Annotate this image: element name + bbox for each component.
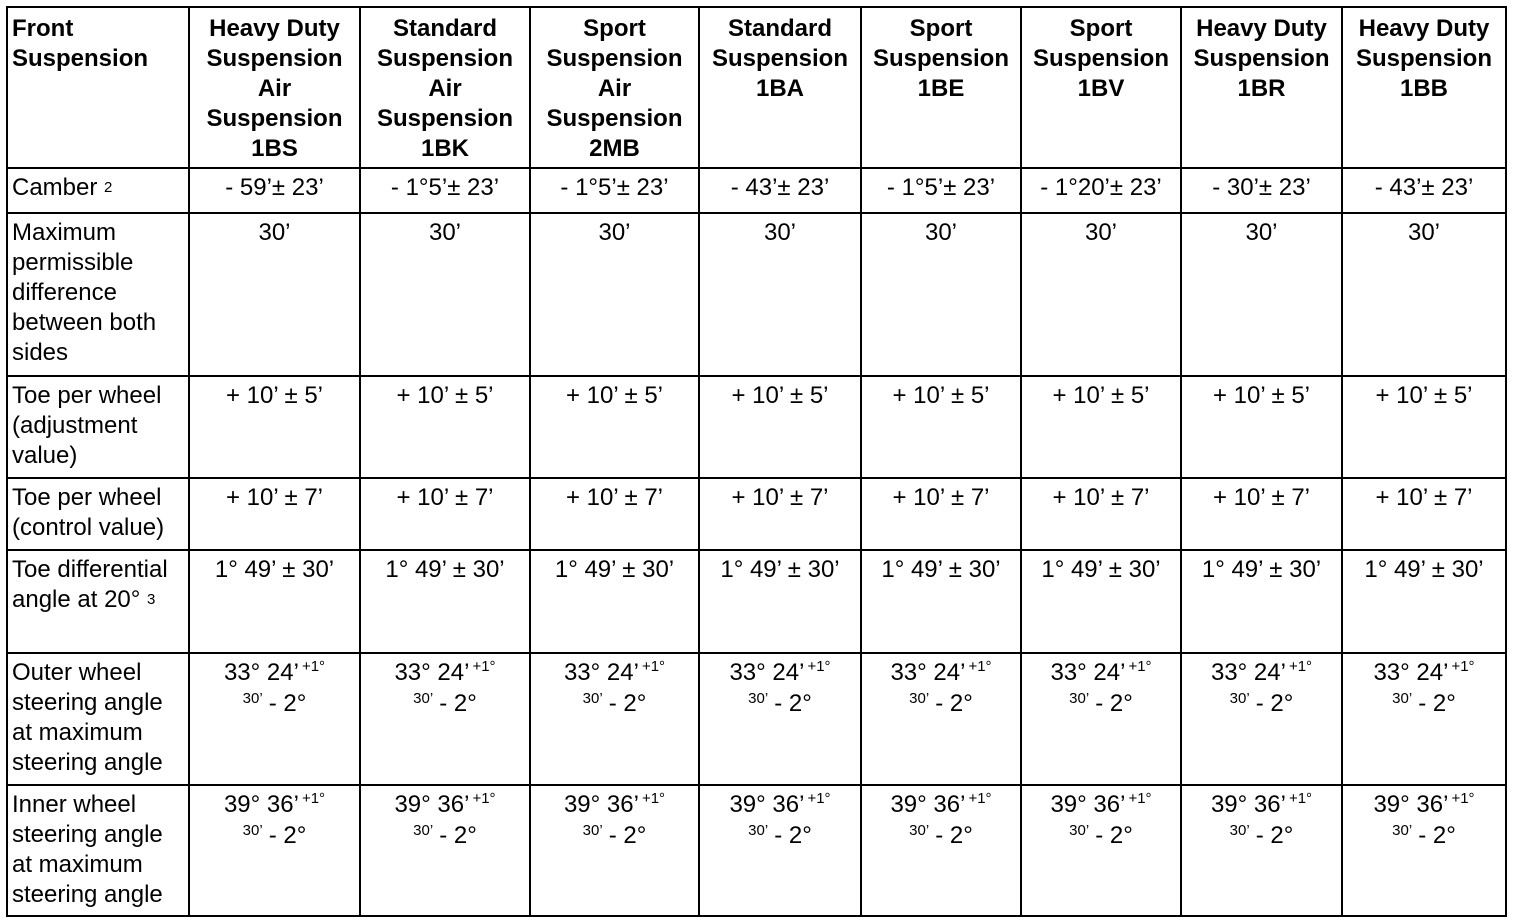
angle-minus-tolerance: - 2° bbox=[1418, 690, 1456, 717]
row-label-text: Toe per wheel bbox=[12, 382, 162, 409]
angle-minus-tolerance: - 2° bbox=[268, 690, 307, 717]
column-header-line: Suspension bbox=[376, 45, 514, 72]
header-row bbox=[7, 7, 1506, 168]
angle-plus-tolerance: +1° bbox=[1128, 658, 1152, 675]
angle-sub-minutes: 30’ bbox=[413, 690, 434, 707]
row-label-text: sides bbox=[12, 339, 69, 366]
value-cell: 1° 49’ ± 30’ bbox=[530, 550, 699, 653]
row-label-line bbox=[12, 338, 188, 368]
row-label-line bbox=[12, 381, 188, 411]
angle-plus-tolerance: +1° bbox=[641, 658, 666, 675]
column-header-line: Heavy Duty bbox=[209, 15, 340, 42]
angle-minus-tolerance: - 2° bbox=[774, 822, 812, 849]
row-label-line bbox=[12, 483, 188, 513]
row-label-line bbox=[12, 820, 188, 850]
row-label-text: at maximum bbox=[12, 851, 143, 878]
steering-angle-cell bbox=[530, 653, 699, 785]
row-label bbox=[7, 478, 189, 550]
angle-plus-tolerance: +1° bbox=[968, 790, 992, 807]
angle-plus-tolerance: +1° bbox=[1288, 658, 1313, 675]
value-cell: + 10’ ± 5’ bbox=[699, 376, 861, 478]
row-label-line bbox=[12, 441, 188, 471]
angle-sub-minutes: 30’ bbox=[748, 690, 769, 707]
angle-minus-tolerance: - 2° bbox=[439, 690, 477, 717]
column-header-line: Sport bbox=[1069, 15, 1133, 42]
row-label-line bbox=[12, 658, 188, 688]
column-header-line: Suspension bbox=[546, 105, 683, 132]
angle-plus-tolerance: +1° bbox=[968, 658, 992, 675]
column-header-line: Sport bbox=[583, 15, 646, 42]
value-cell: + 10’ ± 5’ bbox=[189, 376, 360, 478]
angle-plus-tolerance: +1° bbox=[1288, 790, 1313, 807]
value-cell: 1° 49’ ± 30’ bbox=[1181, 550, 1342, 653]
row-label-text: steering angle bbox=[12, 749, 163, 776]
row-label-text: steering angle bbox=[12, 881, 163, 908]
steering-angle-cell bbox=[360, 785, 530, 916]
column-header-line: Air bbox=[428, 75, 462, 102]
value-cell: 30’ bbox=[699, 213, 861, 376]
row-label-line bbox=[12, 555, 188, 585]
column-header bbox=[189, 7, 360, 168]
footnote-marker: 2 bbox=[104, 179, 113, 196]
angle-plus-tolerance: +1° bbox=[301, 790, 326, 807]
value-cell: 1° 49’ ± 30’ bbox=[1342, 550, 1506, 653]
corner-header-line: Suspension bbox=[12, 45, 149, 72]
value-cell: - 43’± 23’ bbox=[699, 168, 861, 213]
angle-main: 33° 24’ bbox=[729, 659, 805, 686]
angle-plus-tolerance: +1° bbox=[1451, 790, 1475, 807]
row-label-text: Inner wheel bbox=[12, 791, 137, 818]
column-header-line: Standard bbox=[392, 15, 497, 42]
value-cell: 1° 49’ ± 30’ bbox=[189, 550, 360, 653]
value-cell: 30’ bbox=[861, 213, 1021, 376]
value-cell: 30’ bbox=[1021, 213, 1181, 376]
column-header-line: 1BA bbox=[755, 75, 804, 102]
value-cell: + 10’ ± 7’ bbox=[1021, 478, 1181, 550]
row-label bbox=[7, 785, 189, 916]
steering-angle-cell bbox=[1342, 653, 1506, 785]
angle-sub-minutes: 30’ bbox=[1392, 690, 1413, 707]
corner-header-line: Front bbox=[12, 15, 74, 42]
angle-plus-tolerance: +1° bbox=[807, 658, 831, 675]
table-body bbox=[7, 168, 1506, 916]
value-cell: + 10’ ± 5’ bbox=[1181, 376, 1342, 478]
angle-plus-tolerance: +1° bbox=[472, 658, 496, 675]
angle-sub-minutes: 30’ bbox=[1392, 822, 1413, 839]
column-header-line: Suspension bbox=[206, 105, 343, 132]
angle-plus-tolerance: +1° bbox=[301, 658, 326, 675]
column-header-line: 1BV bbox=[1077, 75, 1125, 102]
steering-angle-cell bbox=[699, 653, 861, 785]
value-cell: + 10’ ± 7’ bbox=[1342, 478, 1506, 550]
table-row bbox=[7, 376, 1506, 478]
steering-angle-cell bbox=[189, 785, 360, 916]
column-header bbox=[699, 7, 861, 168]
angle-main: 39° 36’ bbox=[1373, 791, 1449, 818]
steering-angle-cell bbox=[360, 653, 530, 785]
row-label-line bbox=[12, 718, 188, 748]
row-label-line bbox=[12, 248, 188, 278]
value-cell: + 10’ ± 5’ bbox=[861, 376, 1021, 478]
row-label-line bbox=[12, 790, 188, 820]
row-label-text: Toe per wheel bbox=[12, 484, 162, 511]
angle-plus-tolerance: +1° bbox=[472, 790, 496, 807]
angle-main: 33° 24’ bbox=[223, 659, 299, 686]
steering-angle-cell bbox=[861, 785, 1021, 916]
value-cell: + 10’ ± 7’ bbox=[1181, 478, 1342, 550]
column-header-line: Suspension bbox=[376, 105, 514, 132]
column-header bbox=[360, 7, 530, 168]
column-header bbox=[1021, 7, 1181, 168]
angle-main: 39° 36’ bbox=[563, 791, 639, 818]
steering-angle-cell bbox=[1342, 785, 1506, 916]
row-label-line bbox=[12, 585, 188, 615]
row-label-text: value) bbox=[12, 442, 78, 469]
column-header-line: 1BE bbox=[917, 75, 965, 102]
angle-sub-minutes: 30’ bbox=[582, 690, 603, 707]
value-cell: - 43’± 23’ bbox=[1342, 168, 1506, 213]
row-label-line bbox=[12, 513, 188, 543]
column-header-line: Standard bbox=[727, 15, 832, 42]
value-cell: - 30’± 23’ bbox=[1181, 168, 1342, 213]
angle-main: 39° 36’ bbox=[394, 791, 470, 818]
table-row bbox=[7, 478, 1506, 550]
angle-minus-tolerance: - 2° bbox=[268, 822, 307, 849]
column-header-line: Suspension bbox=[1355, 45, 1493, 72]
angle-minus-tolerance: - 2° bbox=[935, 822, 973, 849]
row-label-line bbox=[12, 173, 188, 203]
row-label bbox=[7, 213, 189, 376]
table-row bbox=[7, 653, 1506, 785]
row-label-line bbox=[12, 880, 188, 910]
column-header-line: Suspension bbox=[546, 45, 683, 72]
row-label-text: angle at 20° bbox=[12, 586, 141, 613]
value-cell: - 1°5’± 23’ bbox=[360, 168, 530, 213]
angle-sub-minutes: 30’ bbox=[909, 690, 930, 707]
steering-angle-cell bbox=[699, 785, 861, 916]
column-header bbox=[861, 7, 1021, 168]
angle-minus-tolerance: - 2° bbox=[1095, 822, 1133, 849]
value-cell: 1° 49’ ± 30’ bbox=[699, 550, 861, 653]
angle-sub-minutes: 30’ bbox=[748, 822, 769, 839]
column-header-line: Suspension bbox=[1193, 45, 1330, 72]
angle-main: 33° 24’ bbox=[1210, 659, 1286, 686]
steering-angle-cell bbox=[1021, 653, 1181, 785]
value-cell: + 10’ ± 7’ bbox=[861, 478, 1021, 550]
column-header-line: Heavy Duty bbox=[1358, 15, 1490, 42]
value-cell: 1° 49’ ± 30’ bbox=[861, 550, 1021, 653]
row-label-text: difference bbox=[12, 279, 117, 306]
value-cell: - 1°5’± 23’ bbox=[530, 168, 699, 213]
row-label-text: steering angle bbox=[12, 821, 163, 848]
angle-minus-tolerance: - 2° bbox=[1255, 690, 1294, 717]
steering-angle-cell bbox=[530, 785, 699, 916]
value-cell: + 10’ ± 7’ bbox=[189, 478, 360, 550]
angle-minus-tolerance: - 2° bbox=[439, 822, 477, 849]
angle-minus-tolerance: - 2° bbox=[608, 690, 647, 717]
angle-plus-tolerance: +1° bbox=[641, 790, 666, 807]
column-header-line: 1BR bbox=[1237, 75, 1286, 102]
value-cell: + 10’ ± 5’ bbox=[1021, 376, 1181, 478]
column-header-line: Suspension bbox=[711, 45, 849, 72]
angle-minus-tolerance: - 2° bbox=[1095, 690, 1133, 717]
row-label-line bbox=[12, 411, 188, 441]
row-label-line bbox=[12, 748, 188, 778]
angle-main: 39° 36’ bbox=[890, 791, 966, 818]
table-row bbox=[7, 785, 1506, 916]
column-header bbox=[1342, 7, 1506, 168]
value-cell: 30’ bbox=[1342, 213, 1506, 376]
steering-angle-cell bbox=[189, 653, 360, 785]
angle-sub-minutes: 30’ bbox=[1229, 822, 1250, 839]
value-cell: 30’ bbox=[360, 213, 530, 376]
value-cell: 1° 49’ ± 30’ bbox=[1021, 550, 1181, 653]
footnote-marker: 3 bbox=[147, 591, 156, 608]
value-cell: 30’ bbox=[530, 213, 699, 376]
value-cell: 30’ bbox=[189, 213, 360, 376]
row-label-text: steering angle bbox=[12, 689, 163, 716]
angle-sub-minutes: 30’ bbox=[1229, 690, 1250, 707]
value-cell: 1° 49’ ± 30’ bbox=[360, 550, 530, 653]
angle-minus-tolerance: - 2° bbox=[935, 690, 973, 717]
column-header-line: Suspension bbox=[1032, 45, 1170, 72]
angle-sub-minutes: 30’ bbox=[242, 822, 263, 839]
angle-sub-minutes: 30’ bbox=[242, 690, 263, 707]
row-label-text: Toe differential bbox=[12, 556, 168, 583]
value-cell: + 10’ ± 5’ bbox=[1342, 376, 1506, 478]
angle-minus-tolerance: - 2° bbox=[774, 690, 812, 717]
row-label-line bbox=[12, 218, 188, 248]
column-header-line: Heavy Duty bbox=[1196, 15, 1327, 42]
row-label-text: (control value) bbox=[12, 514, 165, 541]
row-label-line bbox=[12, 278, 188, 308]
value-cell: + 10’ ± 7’ bbox=[699, 478, 861, 550]
angle-plus-tolerance: +1° bbox=[1128, 790, 1152, 807]
column-header-line: 1BS bbox=[251, 135, 298, 162]
angle-main: 33° 24’ bbox=[890, 659, 966, 686]
value-cell: - 1°20’± 23’ bbox=[1021, 168, 1181, 213]
angle-main: 39° 36’ bbox=[223, 791, 299, 818]
steering-angle-cell bbox=[1181, 653, 1342, 785]
column-header-line: Suspension bbox=[206, 45, 343, 72]
table-row bbox=[7, 213, 1506, 376]
column-header-line: 1BK bbox=[420, 135, 469, 162]
row-label-text: at maximum bbox=[12, 719, 143, 746]
column-header-line: Air bbox=[257, 75, 292, 102]
column-header-line: 1BB bbox=[1399, 75, 1448, 102]
angle-sub-minutes: 30’ bbox=[413, 822, 434, 839]
angle-sub-minutes: 30’ bbox=[1069, 822, 1090, 839]
angle-main: 39° 36’ bbox=[1050, 791, 1126, 818]
front-suspension-spec-table bbox=[6, 6, 1507, 917]
row-label bbox=[7, 168, 189, 213]
angle-sub-minutes: 30’ bbox=[1069, 690, 1090, 707]
angle-main: 39° 36’ bbox=[729, 791, 805, 818]
row-label-text: permissible bbox=[12, 249, 134, 276]
angle-plus-tolerance: +1° bbox=[1451, 658, 1475, 675]
value-cell: + 10’ ± 5’ bbox=[360, 376, 530, 478]
row-label-text: between both bbox=[12, 309, 157, 336]
steering-angle-cell bbox=[1181, 785, 1342, 916]
angle-main: 33° 24’ bbox=[563, 659, 639, 686]
row-label-text: Outer wheel bbox=[12, 659, 142, 686]
angle-main: 33° 24’ bbox=[1050, 659, 1126, 686]
angle-minus-tolerance: - 2° bbox=[608, 822, 647, 849]
row-label bbox=[7, 376, 189, 478]
table-row bbox=[7, 550, 1506, 653]
value-cell: - 1°5’± 23’ bbox=[861, 168, 1021, 213]
angle-sub-minutes: 30’ bbox=[582, 822, 603, 839]
column-header-line: Suspension bbox=[872, 45, 1010, 72]
corner-header bbox=[7, 7, 189, 168]
column-header-line: Air bbox=[597, 75, 632, 102]
value-cell: 30’ bbox=[1181, 213, 1342, 376]
angle-minus-tolerance: - 2° bbox=[1255, 822, 1294, 849]
angle-main: 39° 36’ bbox=[1210, 791, 1286, 818]
steering-angle-cell bbox=[1021, 785, 1181, 916]
angle-minus-tolerance: - 2° bbox=[1418, 822, 1456, 849]
row-label bbox=[7, 550, 189, 653]
angle-main: 33° 24’ bbox=[1373, 659, 1449, 686]
row-label-text: (adjustment bbox=[12, 412, 138, 439]
row-label-text: Maximum bbox=[12, 219, 117, 246]
angle-main: 33° 24’ bbox=[394, 659, 470, 686]
angle-plus-tolerance: +1° bbox=[807, 790, 831, 807]
value-cell: + 10’ ± 7’ bbox=[530, 478, 699, 550]
value-cell: - 59’± 23’ bbox=[189, 168, 360, 213]
row-label-line bbox=[12, 688, 188, 718]
row-label bbox=[7, 653, 189, 785]
row-label-line bbox=[12, 850, 188, 880]
value-cell: + 10’ ± 7’ bbox=[360, 478, 530, 550]
row-label-line bbox=[12, 308, 188, 338]
value-cell: + 10’ ± 5’ bbox=[530, 376, 699, 478]
angle-sub-minutes: 30’ bbox=[909, 822, 930, 839]
column-header-line: 2MB bbox=[589, 135, 640, 162]
steering-angle-cell bbox=[861, 653, 1021, 785]
row-label-text: Camber bbox=[12, 174, 98, 201]
column-header-line: Sport bbox=[909, 15, 973, 42]
table-row bbox=[7, 168, 1506, 213]
column-header bbox=[1181, 7, 1342, 168]
column-header bbox=[530, 7, 699, 168]
